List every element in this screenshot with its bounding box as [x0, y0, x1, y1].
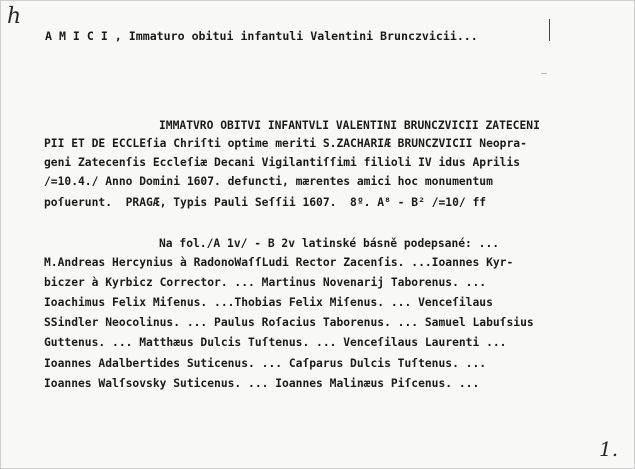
body-line-11: SSindler Neocolinus. ... Paulus Roſacius Taborenus. ... Samuel Labuſsius [44, 316, 534, 329]
body-line-2: PII ET DE ECCLEſia Chriſti optime meriti S.ZACHARIÆ BRUNCZVICII Neopra- [44, 137, 527, 150]
body-line-9: biczer à Kyrbicz Corrector. ... Martinus Novenarij Taborenus. ... [44, 276, 487, 289]
body-line-7: Na fol./A 1v/ - B 2v latinské básně podepsané: ... [159, 237, 500, 250]
body-line-8: M.Andreas Hercynius à RadonoWaſſLudi Rector Zacenſis. ...Ioannes Kyr- [44, 256, 514, 269]
body-line-3: geni Zatecenſis Eccleſiæ Decani Vigilantiſſimi filioli IV idus Aprilis [44, 156, 521, 169]
body-line-13: Ioannes Adalbertides Suticenus. ... Caſparus Dulcis Tuſtenus. ... [44, 357, 487, 370]
body-line-10: Ioachimus Felix Miſenus. ...Thobias Felix Miſenus. ... Venceſilaus [44, 296, 493, 309]
top-right-rule [549, 19, 550, 41]
body-line-5: poſuerunt. PRAGÆ, Typis Pauli Seſſii 1607. 8º. A⁸ - B² /=10/ ff [44, 196, 487, 209]
page-number-handwritten: 1. [599, 437, 619, 461]
body-line-4: /=10.4./ Anno Domini 1607. defuncti, mærentes amici hoc monumentum [44, 175, 493, 188]
card-heading: A M I C I , Immaturo obitui infantuli Valentini Brunczvicii... [45, 29, 478, 43]
body-line-14: Ioannes Walſsovsky Suticenus. ... Ioannes Malinæus Piſcenus. ... [44, 377, 480, 390]
body-line-1: IMMATVRO OBITVI INFANTVLI VALENTINI BRUNCZVICII ZATECENI [159, 119, 540, 132]
corner-handwritten-mark: h [7, 4, 22, 29]
margin-dash: _ [541, 63, 548, 74]
body-line-12: Guttenus. ... Matthæus Dulcis Tuſtenus. ... Venceſilaus Laurenti ... [44, 336, 507, 349]
